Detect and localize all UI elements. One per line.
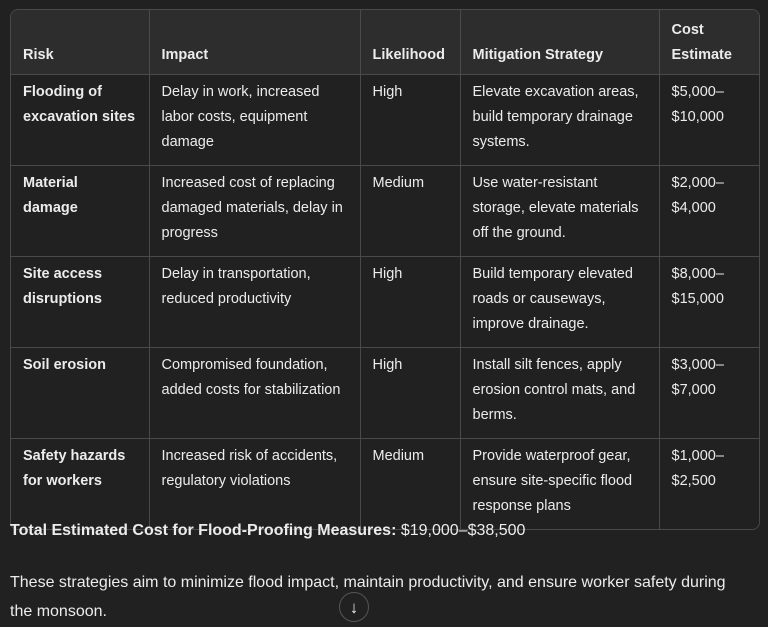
table-row [11, 166, 759, 257]
cell-cost: $2,000–$4,000 [659, 166, 759, 257]
summary-paragraph: These strategies aim to minimize flood impact, maintain productivity, and ensure worker safety during the monsoon. [10, 574, 726, 620]
cell-cost: $8,000–$15,000 [659, 257, 759, 348]
cell-cost: $5,000–$10,000 [659, 75, 759, 166]
cell-mitigation: Install silt fences, apply erosion control mats, and berms. [460, 348, 659, 439]
cell-impact: Delay in transportation, reduced productivity [149, 257, 360, 348]
cell-impact: Delay in work, increased labor costs, equipment damage [149, 75, 360, 166]
cell-risk: Site access disruptions [11, 257, 149, 348]
cell-impact: Increased risk of accidents, regulatory violations [149, 439, 360, 530]
total-cost-value: $19,000–$38,500 [396, 522, 526, 539]
cell-likelihood: High [360, 257, 460, 348]
cell-impact: Compromised foundation, added costs for stabilization [149, 348, 360, 439]
header-likelihood: Likelihood [360, 10, 460, 75]
scroll-to-bottom-button[interactable] [339, 592, 369, 622]
cell-risk: Material damage [11, 166, 149, 257]
risk-table [11, 10, 759, 529]
cell-likelihood: Medium [360, 166, 460, 257]
cell-risk: Flooding of excavation sites [11, 75, 149, 166]
cell-cost: $1,000–$2,500 [659, 439, 759, 530]
cell-mitigation: Build temporary elevated roads or causeways, improve drainage. [460, 257, 659, 348]
table-row [11, 439, 759, 530]
cell-likelihood: High [360, 348, 460, 439]
cell-likelihood: High [360, 75, 460, 166]
cell-cost: $3,000–$7,000 [659, 348, 759, 439]
header-mitigation: Mitigation Strategy [460, 10, 659, 75]
cell-likelihood: Medium [360, 439, 460, 530]
cell-mitigation: Use water-resistant storage, elevate materials off the ground. [460, 166, 659, 257]
header-risk: Risk [11, 10, 149, 75]
total-cost-label: Total Estimated Cost for Flood-Proofing Measures: [10, 522, 397, 539]
table-row [11, 348, 759, 439]
table-row [11, 75, 759, 166]
cell-impact: Increased cost of replacing damaged materials, delay in progress [149, 166, 360, 257]
cell-mitigation: Provide waterproof gear, ensure site-specific flood response plans [460, 439, 659, 530]
table-row [11, 257, 759, 348]
arrow-down-icon: ↓ [349, 598, 359, 617]
cell-mitigation: Elevate excavation areas, build temporary drainage systems. [460, 75, 659, 166]
table-header-row [11, 10, 759, 75]
header-impact: Impact [149, 10, 360, 75]
total-cost-line [10, 518, 525, 544]
risk-table-container [10, 9, 760, 530]
cell-risk: Safety hazards for workers [11, 439, 149, 530]
cell-risk: Soil erosion [11, 348, 149, 439]
header-cost: Cost Estimate [659, 10, 759, 75]
